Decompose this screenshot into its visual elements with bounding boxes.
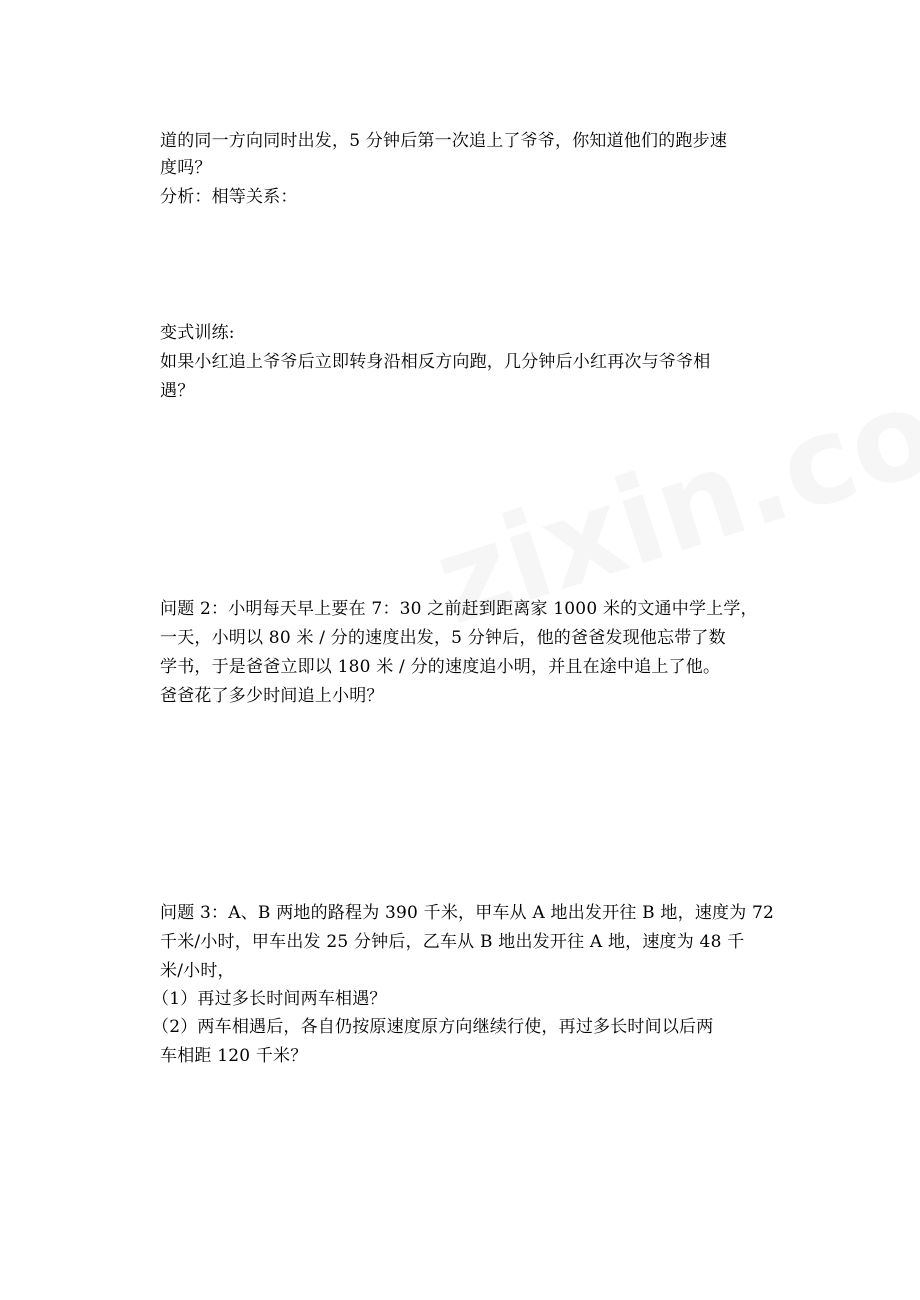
analysis-line: 分析：相等关系： — [160, 187, 298, 207]
problem3-question1: （1）再过多长时间两车相遇？ — [152, 989, 387, 1009]
problem2-line1: 问题 2：小明每天早上要在 7：30 之前赶到距离家 1000 米的文通中学上学， — [160, 599, 758, 619]
problem3-question2-line2: 车相距 120 千米？ — [160, 1046, 308, 1066]
problem2-line2: 一天，小明以 80 米 / 分的速度出发，5 分钟后，他的爸爸发现他忘带了数 — [160, 628, 726, 648]
watermark — [420, 260, 920, 652]
problem3-question2-line1: （2）两车相遇后，各自仍按原速度原方向继续行使，再过多长时间以后两 — [152, 1017, 714, 1037]
problem3-line3: 米/小时， — [160, 961, 235, 981]
problem2-line4: 爸爸花了多少时间追上小明？ — [160, 686, 384, 706]
paragraph1-line2: 度吗？ — [160, 158, 212, 178]
variation-line2: 遇？ — [160, 381, 195, 401]
variation-line1: 如果小红追上爷爷后立即转身沿相反方向跑，几分钟后小红再次与爷爷相 — [160, 352, 711, 372]
variation-title: 变式训练: — [160, 323, 235, 343]
problem3-line2: 千米/小时，甲车出发 25 分钟后，乙车从 B 地出发开往 A 地，速度为 48 千 — [160, 932, 745, 952]
problem3-line1: 问题 3：A、B 两地的路程为 390 千米，甲车从 A 地出发开往 B 地，速度为 72 — [160, 903, 775, 923]
problem2-line3: 学书，于是爸爸立即以 180 米 / 分的速度追小明，并且在途中追上了他。 — [160, 657, 721, 677]
paragraph1-line1: 道的同一方向同时出发，5 分钟后第一次追上了爷爷，你知道他们的跑步速 — [160, 131, 728, 151]
